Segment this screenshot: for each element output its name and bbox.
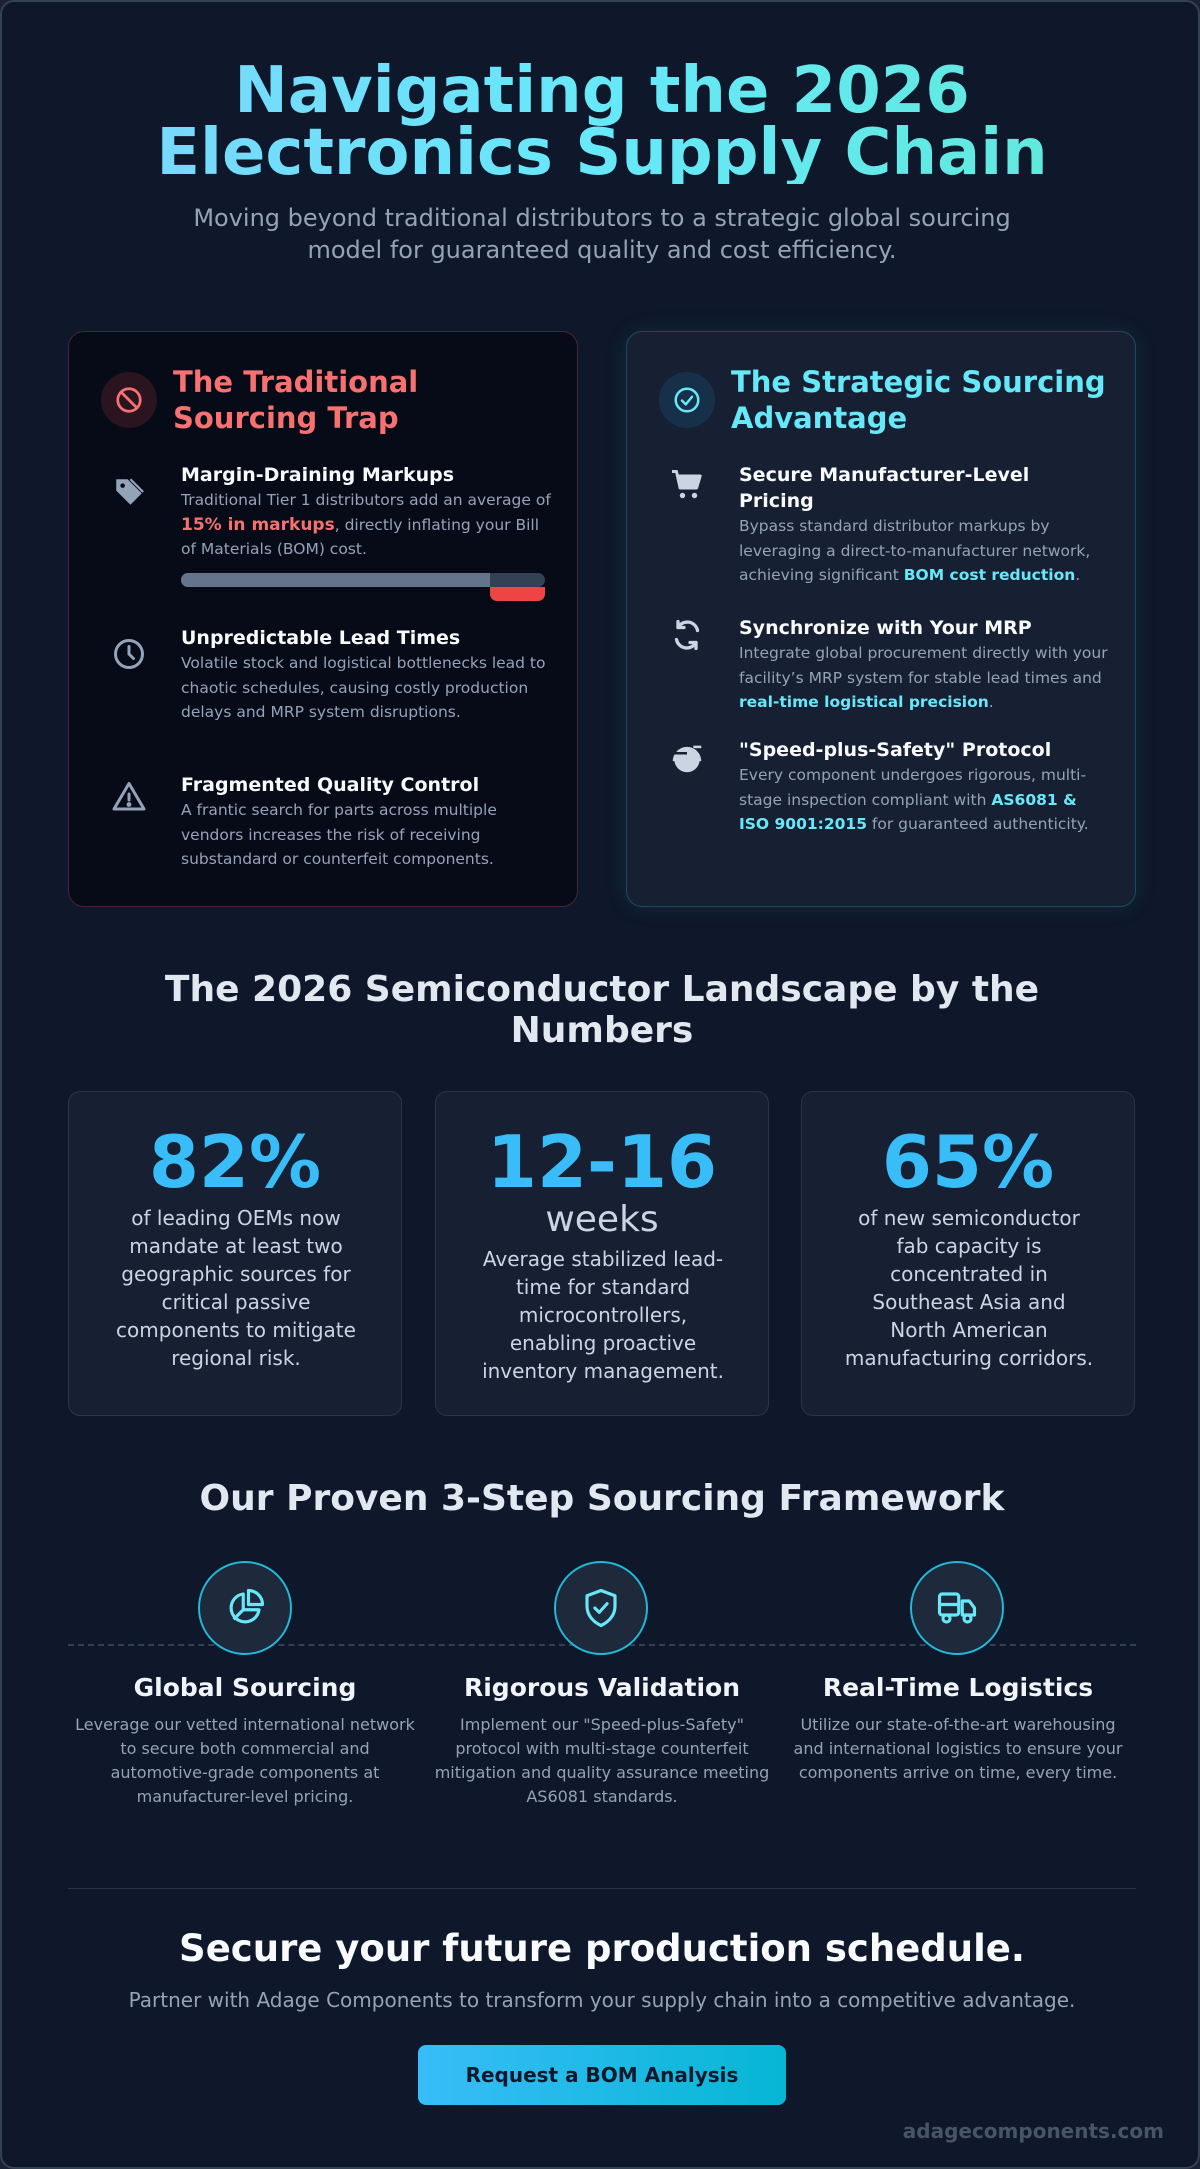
safety-protocol-body xyxy=(739,763,1109,837)
tag-icon xyxy=(109,472,149,512)
markup-item xyxy=(181,462,551,562)
cta-divider xyxy=(68,1888,1136,1889)
pie-chart-icon xyxy=(198,1561,292,1655)
safety-highlight: AS6081 & ISO 9001:2015 xyxy=(739,790,1077,833)
truck-icon xyxy=(910,1561,1004,1655)
mrp-title: Synchronize with Your MRP xyxy=(739,617,1032,639)
markup-progress-bar xyxy=(181,573,545,587)
cta-subtitle: Partner with Adage Components to transform your supply chain into a competitive advantage. xyxy=(128,1988,1076,2012)
mrp-body xyxy=(739,641,1109,715)
stat-description: of new semiconductor fab capacity is concentrated in Southeast Asia and North American manufacturing corridors. xyxy=(844,1206,1094,1370)
quality-control-title: Fragmented Quality Control xyxy=(181,774,480,796)
stat-card-lead-time xyxy=(435,1091,769,1416)
markup-item-title: Margin-Draining Markups xyxy=(181,464,455,486)
lead-times-title: Unpredictable Lead Times xyxy=(181,627,461,649)
pricing-item xyxy=(739,462,1109,588)
stats-section-title: The 2026 Semiconductor Landscape by the Numbers xyxy=(164,969,1040,1051)
markup-item-body xyxy=(181,488,551,562)
markup-highlight: 15% in markups xyxy=(181,514,335,535)
stat-card-oem-sources xyxy=(68,1091,402,1416)
base-cost-fill xyxy=(181,573,490,587)
step-title-real-time-logistics: Real-Time Logistics xyxy=(822,1673,1094,1702)
sync-icon xyxy=(667,615,707,655)
stat-unit: weeks xyxy=(545,1199,659,1240)
quality-control-item xyxy=(181,772,551,872)
mrp-highlight: real-time logistical precision xyxy=(739,693,989,711)
markup-fill xyxy=(490,587,545,601)
step-title-global-sourcing: Global Sourcing xyxy=(133,1673,357,1702)
stat-value: 82% xyxy=(148,1120,322,1204)
shield-check-icon xyxy=(554,1561,648,1655)
page-title xyxy=(2,54,1200,190)
stat-card-fab-capacity xyxy=(801,1091,1135,1416)
warning-icon xyxy=(109,777,149,817)
step-desc-global-sourcing: Leverage our vetted international network to secure both commercial and automotive-grade components at manufacturer-level pricing. xyxy=(75,1715,415,1806)
lead-times-body: Volatile stock and logistical bottlenecks lead to chaotic schedules, causing costly production delays and MRP system disruptions. xyxy=(181,654,546,721)
helmet-icon xyxy=(667,738,707,778)
mrp-body-text: Integrate global procurement directly with your facility’s MRP system for stable lead times and xyxy=(739,644,1108,687)
pricing-body xyxy=(739,514,1109,588)
stat-value: 12-16 xyxy=(486,1120,718,1204)
check-circle-icon xyxy=(659,372,715,428)
page-title-line-2: Electronics Supply Chain xyxy=(156,116,1048,190)
pricing-title: Secure Manufacturer-Level Pricing xyxy=(739,464,1030,512)
markup-body-text-end: , directly inflating your Bill of Materials (BOM) cost. xyxy=(181,515,540,558)
strategic-sourcing-card xyxy=(626,331,1136,907)
traditional-sourcing-title: The Traditional Sourcing Trap xyxy=(173,365,419,435)
footer-brand-link[interactable]: adagecomponents.com xyxy=(902,2119,1164,2143)
pricing-body-text: Bypass standard distributor markups by leveraging a direct-to-manufacturer network, achieving significant xyxy=(739,517,1091,584)
clock-icon xyxy=(109,634,149,674)
cta-title: Secure your future production schedule. xyxy=(179,1927,1025,1970)
step-desc-rigorous-validation: Implement our "Speed-plus-Safety" protocol with multi-stage counterfeit mitigation and quality assurance meeting AS6081 standards. xyxy=(434,1715,770,1806)
framework-section-title: Our Proven 3-Step Sourcing Framework xyxy=(199,1478,1005,1519)
safety-body-text: Every component undergoes rigorous, multi-stage inspection compliant with xyxy=(739,766,1087,809)
safety-protocol-item xyxy=(739,737,1109,837)
stat-value: 65% xyxy=(881,1120,1055,1204)
step-desc-real-time-logistics: Utilize our state-of-the-art warehousing and international logistics to ensure your components arrive on time, every time. xyxy=(793,1715,1123,1782)
markup-body-text: Traditional Tier 1 distributors add an average of xyxy=(181,491,551,509)
traditional-sourcing-card xyxy=(68,331,578,907)
request-bom-analysis-button[interactable]: Request a BOM Analysis xyxy=(418,2045,786,2105)
page-subtitle: Moving beyond traditional distributors to a strategic global sourcing model for guaranteed quality and cost efficiency. xyxy=(193,204,1011,264)
ban-icon xyxy=(101,372,157,428)
page-title-line-1: Navigating the 2026 xyxy=(234,54,970,128)
strategic-sourcing-title: The Strategic Sourcing Advantage xyxy=(731,365,1106,435)
stat-description: Average stabilized lead-time for standard microcontrollers, enabling proactive inventory management. xyxy=(482,1247,724,1383)
quality-control-body: A frantic search for parts across multiple vendors increases the risk of receiving substandard or counterfeit components. xyxy=(181,801,497,868)
stat-description: of leading OEMs now mandate at least two geographic sources for critical passive components to mitigate regional risk. xyxy=(116,1206,356,1370)
safety-body-end: for guaranteed authenticity. xyxy=(866,815,1089,833)
pricing-body-end: . xyxy=(1075,566,1081,584)
lead-times-item xyxy=(181,625,551,725)
cart-icon xyxy=(667,465,707,505)
step-title-rigorous-validation: Rigorous Validation xyxy=(463,1673,741,1702)
pricing-highlight: BOM cost reduction xyxy=(903,566,1076,584)
mrp-item xyxy=(739,615,1109,715)
safety-protocol-title: "Speed-plus-Safety" Protocol xyxy=(739,739,1052,761)
mrp-body-end: . xyxy=(988,693,994,711)
